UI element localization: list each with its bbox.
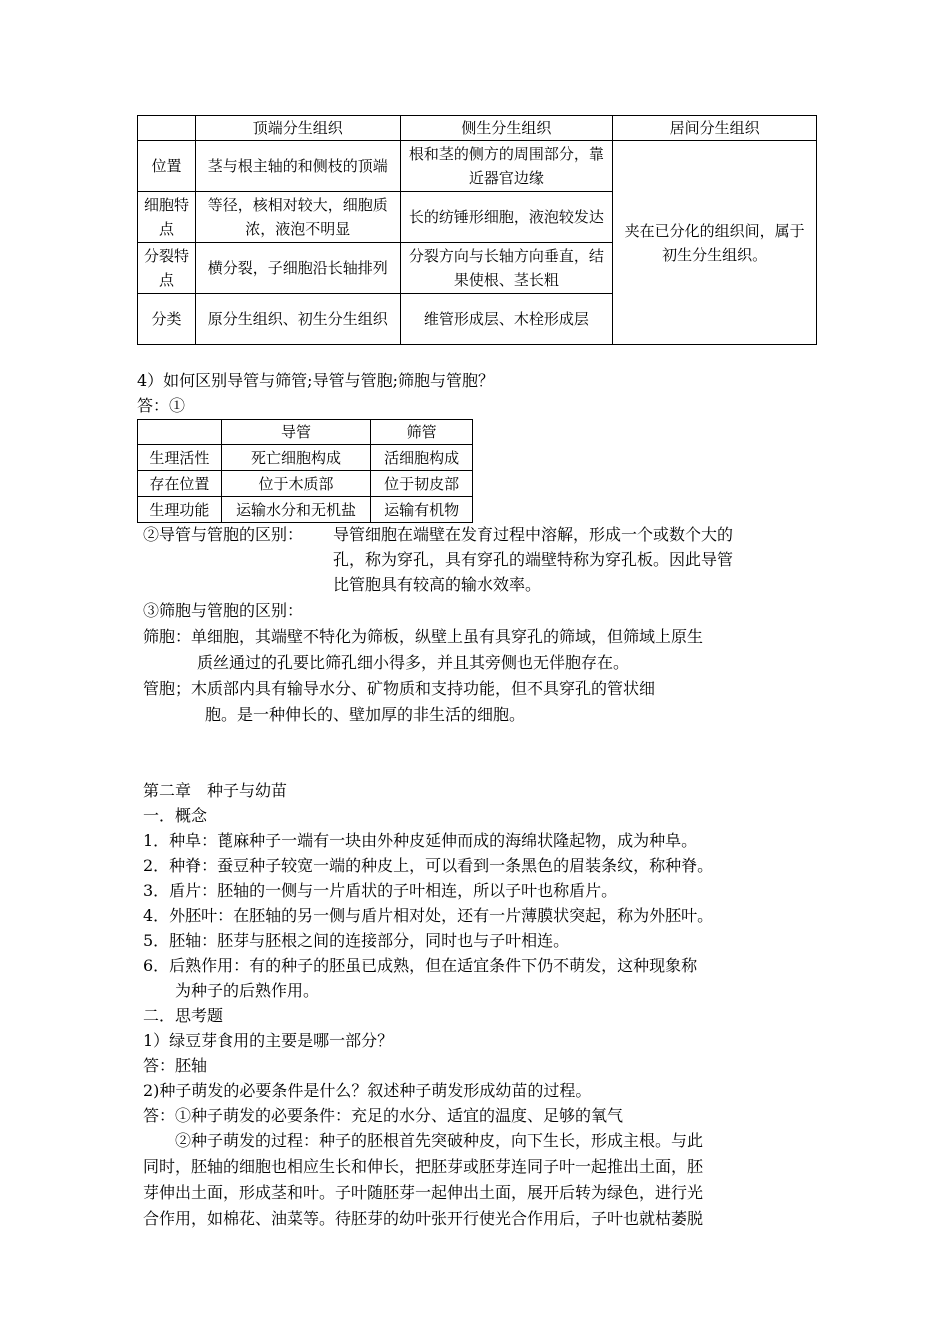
cell: 死亡细胞构成 — [221, 445, 371, 471]
row-label: 存在位置 — [138, 471, 222, 497]
cell: 根和茎的侧方的周围部分，靠近器官边缘 — [400, 141, 613, 192]
meristem-table — [137, 115, 817, 345]
cell: 运输水分和无机盐 — [221, 497, 371, 523]
tracheid-text: 管胞；木质部内具有输导水分、矿物质和支持功能，但不具穿孔的管状细 — [143, 679, 656, 698]
cell: 活细胞构成 — [371, 445, 473, 471]
question-4: 4）如何区别导管与筛管;导管与管胞;筛胞与管胞？ — [137, 371, 494, 390]
cell: 等径，核相对较大，细胞质浓，液泡不明显 — [195, 192, 400, 243]
answer-2: 合作用，如棉花、油菜等。待胚芽的幼叶张开行使光合作用后，子叶也就枯萎脱 — [143, 1209, 704, 1228]
tracheid-text: 胞。是一种伸长的、壁加厚的非生活的细胞。 — [205, 705, 526, 724]
vessel-tracheid-lead: ②导管与管胞的区别： — [143, 525, 304, 544]
cell: 位于木质部 — [221, 471, 371, 497]
vessel-tracheid-text: 导管细胞在端壁在发育过程中溶解，形成一个或数个大的 — [333, 525, 734, 544]
header-vessel: 导管 — [221, 420, 371, 445]
answer-2: 芽伸出土面，形成茎和叶。子叶随胚芽一起伸出土面，展开后转为绿色，进行光 — [143, 1183, 704, 1202]
header-empty — [138, 420, 222, 445]
cell: 位于韧皮部 — [371, 471, 473, 497]
sieve-tracheid-heading: ③筛胞与管胞的区别： — [143, 601, 304, 620]
cell: 长的纺锤形细胞，液泡较发达 — [400, 192, 613, 243]
header-intercalary: 居间分生组织 — [613, 116, 817, 141]
concept-item: 1．种阜：蓖麻种子一端有一块由外种皮延伸而成的海绵状隆起物，成为种阜。 — [143, 831, 698, 850]
answer-2: 同时，胚轴的细胞也相应生长和伸长，把胚芽或胚芽连同子叶一起推出土面，胚 — [143, 1157, 704, 1176]
concept-item: 为种子的后熟作用。 — [175, 981, 320, 1000]
sieve-cell-text: 筛胞：单细胞，其端壁不特化为筛板，纵壁上虽有具穿孔的筛域，但筛域上原生 — [143, 627, 704, 646]
row-label: 位置 — [138, 141, 196, 192]
cell: 茎与根主轴的和侧枝的顶端 — [195, 141, 400, 192]
cell: 原分生组织、初生分生组织 — [195, 294, 400, 345]
header-sieve: 筛管 — [371, 420, 473, 445]
header-apical: 顶端分生组织 — [195, 116, 400, 141]
concept-item: 3．盾片：胚轴的一侧与一片盾状的子叶相连，所以子叶也称盾片。 — [143, 881, 618, 900]
answer-1-label: 答：① — [137, 396, 186, 415]
cell: 运输有机物 — [371, 497, 473, 523]
vessel-tracheid-text: 孔，称为穿孔，具有穿孔的端壁特称为穿孔板。因此导管 — [333, 550, 734, 569]
section-concepts: 一．概念 — [143, 806, 208, 825]
question-2: 2)种子萌发的必要条件是什么？叙述种子萌发形成幼苗的过程。 — [143, 1081, 592, 1100]
answer-2: ②种子萌发的过程：种子的胚根首先突破种皮，向下生长，形成主根。与此 — [175, 1131, 704, 1150]
concept-item: 5．胚轴：胚芽与胚根之间的连接部分，同时也与子叶相连。 — [143, 931, 570, 950]
section-questions: 二．思考题 — [143, 1006, 224, 1025]
cell: 横分裂，子细胞沿长轴排列 — [195, 243, 400, 294]
row-label: 生理功能 — [138, 497, 222, 523]
row-label: 细胞特点 — [138, 192, 196, 243]
answer-1: 答：胚轴 — [143, 1056, 208, 1075]
cell: 分裂方向与长轴方向垂直，结果使根、茎长粗 — [400, 243, 613, 294]
concept-item: 2．种脊：蚕豆种子较宽一端的种皮上，可以看到一条黑色的眉装条纹，称种脊。 — [143, 856, 714, 875]
chapter-title: 第二章 种子与幼苗 — [143, 781, 288, 800]
vessel-tracheid-text: 比管胞具有较高的输水效率。 — [333, 575, 542, 594]
row-label: 分类 — [138, 294, 196, 345]
cell: 维管形成层、木栓形成层 — [400, 294, 613, 345]
row-label: 生理活性 — [138, 445, 222, 471]
answer-2: 答：①种子萌发的必要条件：充足的水分、适宜的温度、足够的氧气 — [143, 1106, 624, 1125]
vessel-sieve-table — [137, 419, 473, 523]
merged-cell: 夹在已分化的组织间，属于初生分生组织。 — [613, 141, 817, 345]
header-empty — [138, 116, 196, 141]
concept-item: 6．后熟作用：有的种子的胚虽已成熟，但在适宜条件下仍不萌发，这种现象称 — [143, 956, 698, 975]
row-label: 分裂特点 — [138, 243, 196, 294]
header-lateral: 侧生分生组织 — [400, 116, 613, 141]
question-1: 1）绿豆芽食用的主要是哪一部分？ — [143, 1031, 394, 1050]
concept-item: 4．外胚叶：在胚轴的另一侧与盾片相对处，还有一片薄膜状突起，称为外胚叶。 — [143, 906, 714, 925]
sieve-cell-text: 质丝通过的孔要比筛孔细小得多，并且其旁侧也无伴胞存在。 — [197, 653, 630, 672]
